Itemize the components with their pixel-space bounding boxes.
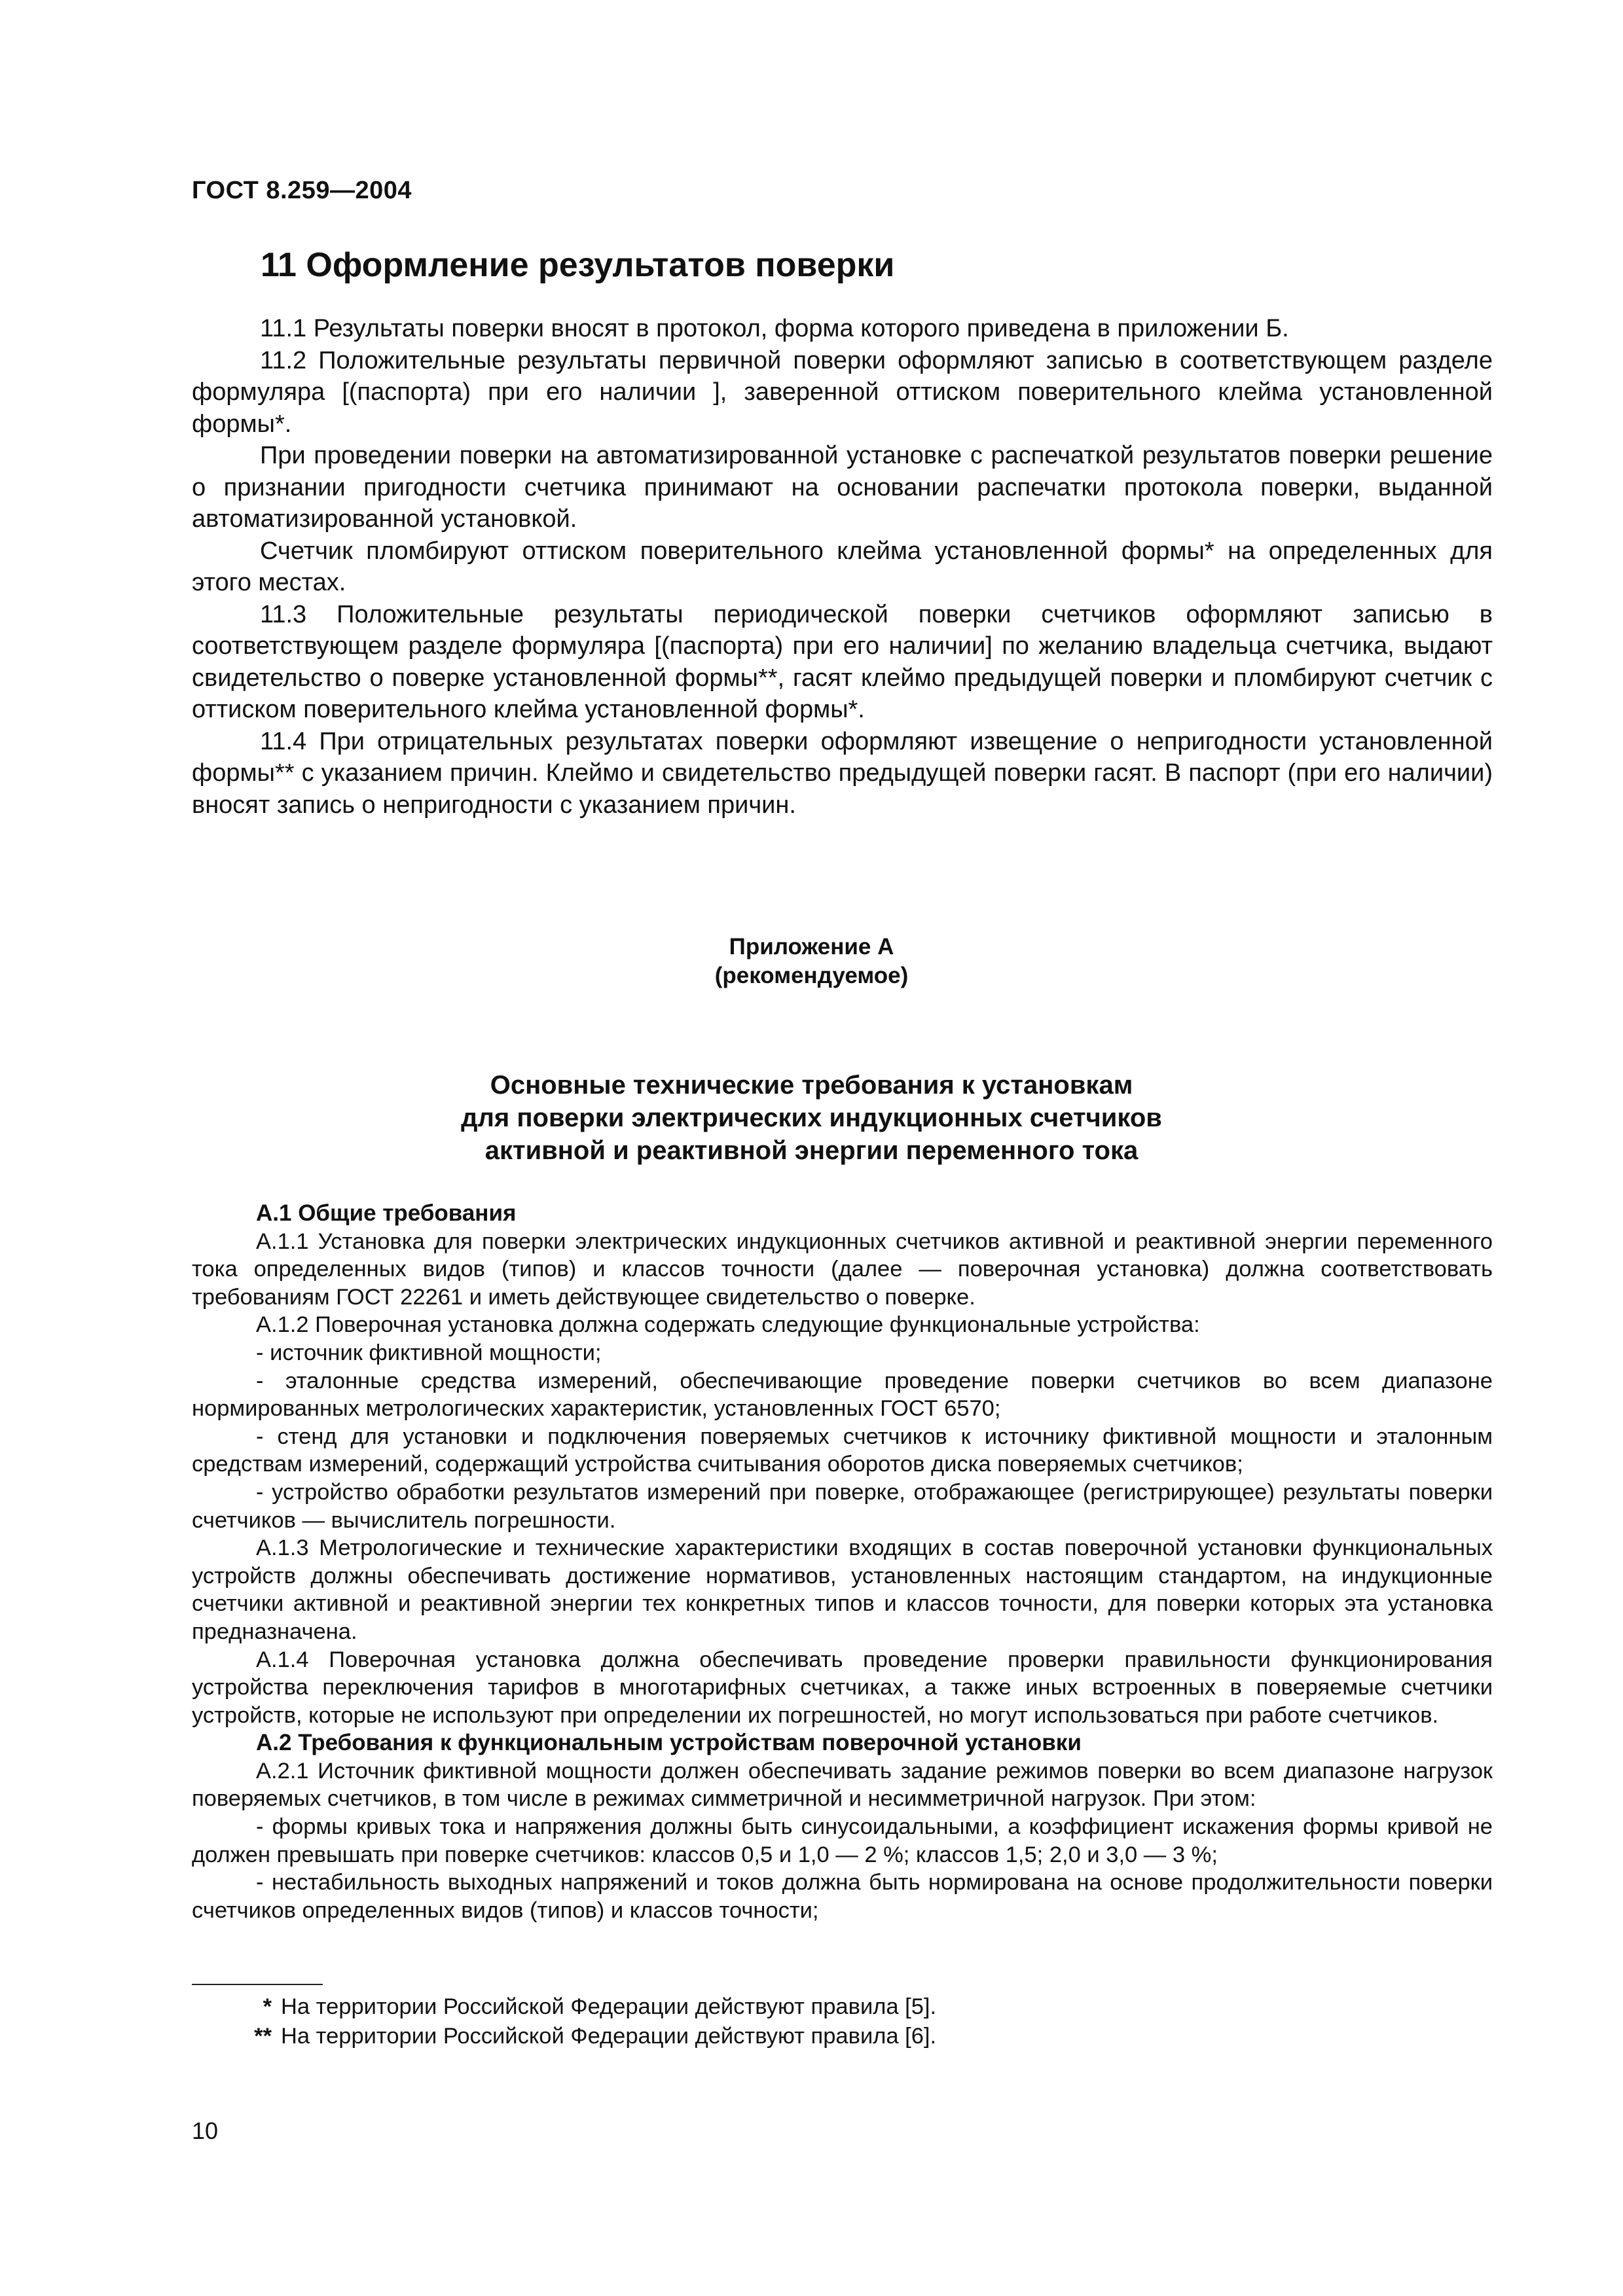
appendix-body	[192, 1200, 1493, 1924]
paragraph-11-2-automated: При проведении поверки на автоматизированной установке с распечаткой результатов поверки решение о признании пригодности счетчика принимают на основании распечатки протокола поверки, выданной автоматизированной установкой.	[192, 442, 1493, 533]
paragraph-a-1-3: А.1.3 Метрологические и технические характеристики входящих в состав поверочной установки функциональных устройств должны обеспечивать достижение нормативов, установленных настоящим стандартом, на индукционные счетчики активной и реактивной энергии тех конкретных типов и классов точности, для поверки которых эта установка предназначена.	[192, 1535, 1493, 1644]
a2-heading: А.2 Требования к функциональным устройствам поверочной установки	[256, 1730, 1082, 1756]
paragraph-11-4: 11.4 При отрицательных результатах поверки оформляют извещение о непригодности установленной формы** с указанием причин. Клеймо и свидетельство предыдущей поверки гасят. В паспорт (при его наличии) вносят запись о непригодности с указанием причин.	[192, 727, 1493, 819]
footnotes	[192, 1992, 936, 2051]
document-id: ГОСТ 8.259—2004	[192, 177, 412, 204]
list-item: - устройство обработки результатов измерений при поверке, отображающее (регистрирующее) результаты поверки счетчиков — вычислитель погрешности.	[192, 1479, 1493, 1533]
paragraph-a-1-4: А.1.4 Поверочная установка должна обеспечивать проведение проверки правильности функционирования устройства переключения тарифов в многотарифных счетчиках, а также иных встроенных в поверяемые счетчики устройств, которые не используют при определении их погрешностей, но могут использоваться при работе счетчиков.	[192, 1647, 1493, 1728]
list-item: - стенд для установки и подключения поверяемых счетчиков к источнику фиктивной мощности и эталонным средствам измерений, содержащий устройства считывания оборотов диска поверяемых счетчиков;	[192, 1424, 1493, 1477]
footnote-divider	[192, 1984, 323, 1985]
appendix-type: (рекомендуемое)	[714, 963, 909, 988]
paragraph-a-2-1: А.2.1 Источник фиктивной мощности должен обеспечивать задание режимов поверки во всем диапазоне нагрузок поверяемых счетчиков, в том числе в режимах симметричной и несимметричной нагрузок. При этом:	[192, 1758, 1493, 1812]
footnote	[192, 2022, 936, 2051]
paragraph-11-2: 11.2 Положительные результаты первичной поверки оформляют записью в соответствующем разделе формуляра [(паспорта) при его наличии ], заверенной оттиском поверительного клейма установленной формы*.	[192, 346, 1493, 438]
section-11-title: 11 Оформление результатов поверки	[261, 246, 895, 284]
list-item: - источник фиктивной мощности;	[256, 1340, 602, 1365]
a1-heading: А.1 Общие требования	[256, 1200, 517, 1226]
list-item: - нестабильность выходных напряжений и токов должна быть нормирована на основе продолжительности поверки счетчиков определенных видов (типов) и классов точности;	[192, 1870, 1493, 1923]
section-11-body	[192, 313, 1493, 821]
paragraph-a-1-2: А.1.2 Поверочная установка должна содержать следующие функциональные устройства:	[256, 1312, 1200, 1338]
paragraph-11-3: 11.3 Положительные результаты периодической поверки счетчиков оформляют записью в соответствующем разделе формуляра [(паспорта) при его наличии] по желанию владельца счетчика, выдают свидетельство о поверке установленной формы**, гасят клеймо предыдущей поверки и пломбируют счетчик с оттиском поверительного клейма установленной формы*.	[192, 600, 1493, 723]
appendix-title-line: активной и реактивной энергии переменного тока	[484, 1136, 1139, 1165]
footnote-mark: *	[263, 1994, 272, 2019]
appendix-label: Приложение А	[729, 934, 894, 960]
footnote-text: На территории Российской Федерации действуют правила [6].	[281, 2024, 937, 2049]
page-number: 10	[192, 2117, 219, 2144]
footnote-mark: **	[254, 2024, 272, 2049]
appendix-title-line: Основные технические требования к установкам	[490, 1071, 1133, 1100]
paragraph-11-1: 11.1 Результаты поверки вносят в протокол, форма которого приведена в приложении Б.	[260, 315, 1289, 342]
paragraph-11-2-seal: Счетчик пломбируют оттиском поверительного клейма установленной формы* на определенных для этого местах.	[192, 537, 1493, 596]
list-item: - эталонные средства измерений, обеспечивающие проведение поверки счетчиков во всем диапазоне нормированных метрологических характеристик, установленных ГОСТ 6570;	[192, 1368, 1493, 1422]
footnote	[192, 1992, 936, 2022]
footnote-text: На территории Российской Федерации действуют правила [5].	[281, 1994, 937, 2019]
appendix-title-line: для поверки электрических индукционных счетчиков	[461, 1103, 1162, 1132]
list-item: - формы кривых тока и напряжения должны быть синусоидальными, а коэффициент искажения формы кривой не должен превышать при поверке счетчиков: классов 0,5 и 1,0 — 2 %; классов 1,5; 2,0 и 3,0 — 3 %;	[192, 1814, 1493, 1867]
paragraph-a-1-1: А.1.1 Установка для поверки электрических индукционных счетчиков активной и реактивной энергии переменного тока определенных видов (типов) и классов точности (далее — поверочная установка) должна соответствовать требованиям ГОСТ 22261 и иметь действующее свидетельство о поверке.	[192, 1229, 1493, 1310]
appendix-title	[0, 1069, 1623, 1167]
appendix-header	[0, 933, 1623, 990]
